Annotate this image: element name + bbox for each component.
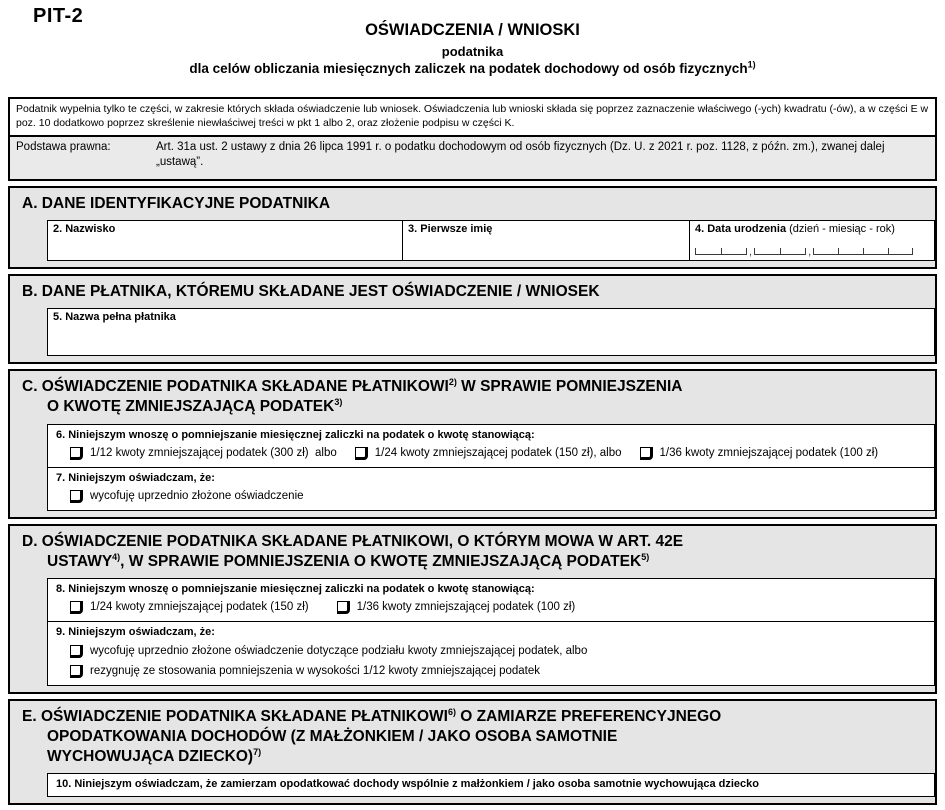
option-wycofuje-podzial[interactable]: [70, 645, 926, 658]
form-code: PIT-2: [33, 5, 84, 27]
section-a-fields: [47, 220, 935, 261]
row-6-label: 6. Niniejszym wnoszę o pomniejszanie miesięcznej zaliczki na podatek o kwotę stanowiącą:: [56, 428, 535, 441]
section-e-title-text: E. OŚWIADCZENIE PODATNIKA SKŁADANE PŁATNIKOWI: [22, 707, 448, 725]
section-d-heading: [10, 526, 935, 578]
checkbox-1-12-kwoty[interactable]: [70, 447, 83, 460]
option-d-1-36-kwoty[interactable]: [337, 601, 576, 614]
option-d-1-24-label: 1/24 kwoty zmniejszającej podatek (150 zł): [90, 601, 309, 614]
form-body: [8, 97, 937, 810]
section-d-title-text: , W SPRAWIE POMNIEJSZENIA O KWOTĘ ZMNIEJSZAJĄCĄ PODATEK: [120, 552, 642, 570]
section-a: [8, 186, 937, 269]
footnote-ref-6: 6): [447, 706, 456, 717]
date-year-cells[interactable]: [813, 248, 913, 255]
field-data-urodzenia-label-text: 4. Data urodzenia: [695, 223, 787, 236]
legal-basis-row: [10, 137, 935, 179]
section-e-title-text: O ZAMIARZE PREFERENCYJNEGO: [455, 707, 722, 725]
section-c-title-line2: [10, 397, 927, 417]
checkbox-d-1-24-kwoty[interactable]: [70, 601, 83, 614]
checkbox-1-24-kwoty[interactable]: [355, 447, 368, 460]
checkbox-rezygnuje-pomniejszenie[interactable]: [70, 665, 83, 678]
section-c-title-line1: [10, 377, 927, 397]
section-b-title: B. DANE PŁATNIKA, KTÓREMU SKŁADANE JEST OŚWIADCZENIE / WNIOSEK: [22, 283, 600, 301]
section-e-title-line1: [10, 707, 927, 727]
option-wycofuje-oswiadczenie[interactable]: [70, 490, 304, 503]
option-d-1-24-kwoty[interactable]: [70, 601, 309, 614]
section-e: [8, 699, 937, 805]
section-c-rows: [47, 424, 935, 511]
section-c-title-text: C. OŚWIADCZENIE PODATNIKA SKŁADANE PŁATNIKOWI: [22, 378, 449, 396]
section-d: [8, 524, 937, 694]
row-9-options: [70, 645, 926, 678]
section-b: [8, 274, 937, 364]
field-nazwa-platnika[interactable]: [47, 308, 935, 356]
footnote-ref-3: 3): [334, 397, 343, 408]
field-data-urodzenia-hint: (dzień - miesiąc - rok): [789, 223, 895, 236]
section-b-heading: [10, 276, 935, 308]
section-c-title-text: O KWOTĘ ZMNIEJSZAJĄCĄ PODATEK: [47, 398, 335, 416]
section-c-title-text: W SPRAWIE POMNIEJSZENIA: [456, 378, 683, 396]
row-10-label: 10. Niniejszym oświadczam, że zamierzam opodatkować dochody wspólnie z małżonkiem / jako osoba samotnie wychowująca dziecko: [56, 778, 759, 791]
field-pierwsze-imie-label: 3. Pierwsze imię: [408, 223, 493, 236]
footnote-ref-7: 7): [253, 746, 262, 757]
option-1-12-label: 1/12 kwoty zmniejszającej podatek (300 zł) albo: [90, 447, 337, 460]
instructions-box: [8, 97, 937, 181]
row-6: [48, 425, 934, 468]
field-nazwisko[interactable]: [48, 221, 403, 260]
row-7-label: 7. Niniejszym oświadczam, że:: [56, 471, 215, 484]
form-purpose-text: dla celów obliczania miesięcznych zaliczek na podatek dochodowy od osób fizycznych: [189, 61, 748, 76]
section-d-title-text: USTAWY: [47, 552, 113, 570]
row-8-label: 8. Niniejszym wnoszę o pomniejszanie miesięcznej zaliczki na podatek o kwotę stanowiącą:: [56, 582, 535, 595]
option-1-24-label: 1/24 kwoty zmniejszającej podatek (150 zł), albo: [374, 447, 622, 460]
option-1-24-kwoty[interactable]: [355, 447, 622, 460]
option-1-12-kwoty[interactable]: [70, 447, 337, 460]
row-10: [48, 774, 934, 796]
checkbox-wycofuje-oswiadczenie[interactable]: [70, 490, 83, 503]
option-rezygnuje-pomniejszenie[interactable]: [70, 665, 926, 678]
field-nazwa-platnika-label: 5. Nazwa pełna płatnika: [53, 311, 176, 324]
form-purpose: [0, 61, 945, 76]
date-separator: ,: [749, 246, 753, 259]
section-e-heading: [10, 701, 935, 773]
section-d-title-line1: [10, 532, 927, 552]
row-7-options: [70, 490, 926, 503]
section-e-title-line3: [10, 747, 927, 767]
option-wycofuje-label: wycofuję uprzednio złożone oświadczenie: [90, 490, 304, 503]
option-1-36-label: 1/36 kwoty zmniejszającej podatek (100 zł): [659, 447, 879, 460]
section-c-heading: [10, 371, 935, 423]
legal-basis-text: Art. 31a ust. 2 ustawy z dnia 26 lipca 1991 r. o podatku dochodowym od osób fizycznych (Dz. U. z 2021 r. poz. 1128, z późn. zm.), zwanej dalej „ustawą”.: [156, 140, 885, 169]
footnote-ref-4: 4): [112, 551, 121, 562]
option-rezygnuje-label: rezygnuję ze stosowania pomniejszenia w wysokości 1/12 kwoty zmniejszającej podatek: [90, 665, 540, 678]
form-title: OŚWIADCZENIA / WNIOSKI: [365, 21, 580, 39]
section-e-title-text: WYCHOWUJĄCA DZIECKO): [47, 748, 254, 766]
date-month-cells[interactable]: [754, 248, 806, 255]
row-9: [48, 622, 934, 685]
option-1-36-kwoty[interactable]: [640, 447, 879, 460]
filing-instructions: Podatnik wypełnia tylko te części, w zakresie których składa oświadczenie lub wniosek. Oświadczenia lub wnioski składa się poprzez zaznaczenie właściwego (-ych) kwadratu (-ów), a w części E w poz. 10 dodatkowo poprzez skreślenie niewłaściwej treści w pkt 1 albo 2, oraz złożenie podpisu w części K.: [10, 99, 935, 137]
section-d-title-line2: [10, 552, 927, 572]
checkbox-d-1-36-kwoty[interactable]: [337, 601, 350, 614]
section-a-title: A. DANE IDENTYFIKACYJNE PODATNIKA: [22, 195, 331, 212]
row-9-label: 9. Niniejszym oświadczam, że:: [56, 625, 215, 638]
section-d-title-text: D. OŚWIADCZENIE PODATNIKA SKŁADANE PŁATNIKOWI, O KTÓRYM MOWA W ART. 42E: [22, 532, 684, 550]
row-8: [48, 579, 934, 622]
field-nazwisko-label: 2. Nazwisko: [53, 223, 116, 236]
section-c: [8, 369, 937, 518]
field-data-urodzenia-label: [695, 223, 929, 235]
date-input-cells[interactable]: [695, 248, 929, 258]
field-data-urodzenia[interactable]: [690, 221, 934, 260]
footnote-ref-5: 5): [641, 551, 650, 562]
option-wycofuje-podzial-label: wycofuję uprzednio złożone oświadczenie dotyczące podziału kwoty zmniejszającej podatek, albo: [90, 645, 588, 658]
checkbox-wycofuje-podzial[interactable]: [70, 645, 83, 658]
field-pierwsze-imie[interactable]: [403, 221, 690, 260]
section-a-heading: [10, 188, 935, 220]
section-e-rows: [47, 773, 935, 797]
form-subtitle: podatnika: [441, 44, 504, 59]
option-d-1-36-label: 1/36 kwoty zmniejszającej podatek (100 zł): [356, 601, 576, 614]
section-d-rows: [47, 578, 935, 686]
row-8-options: [70, 601, 926, 614]
row-6-options: [70, 447, 926, 460]
date-separator: ,: [808, 246, 812, 259]
checkbox-1-36-kwoty[interactable]: [640, 447, 653, 460]
row-7: [48, 468, 934, 510]
section-e-title-line2: OPODATKOWANIA DOCHODÓW (Z MAŁŻONKIEM / JAKO OSOBA SAMOTNIE: [47, 727, 618, 745]
footnote-ref-1: 1): [747, 59, 756, 70]
footnote-ref-2: 2): [448, 377, 457, 388]
legal-basis-label: Podstawa prawna:: [16, 140, 111, 153]
date-day-cells[interactable]: [695, 248, 747, 255]
